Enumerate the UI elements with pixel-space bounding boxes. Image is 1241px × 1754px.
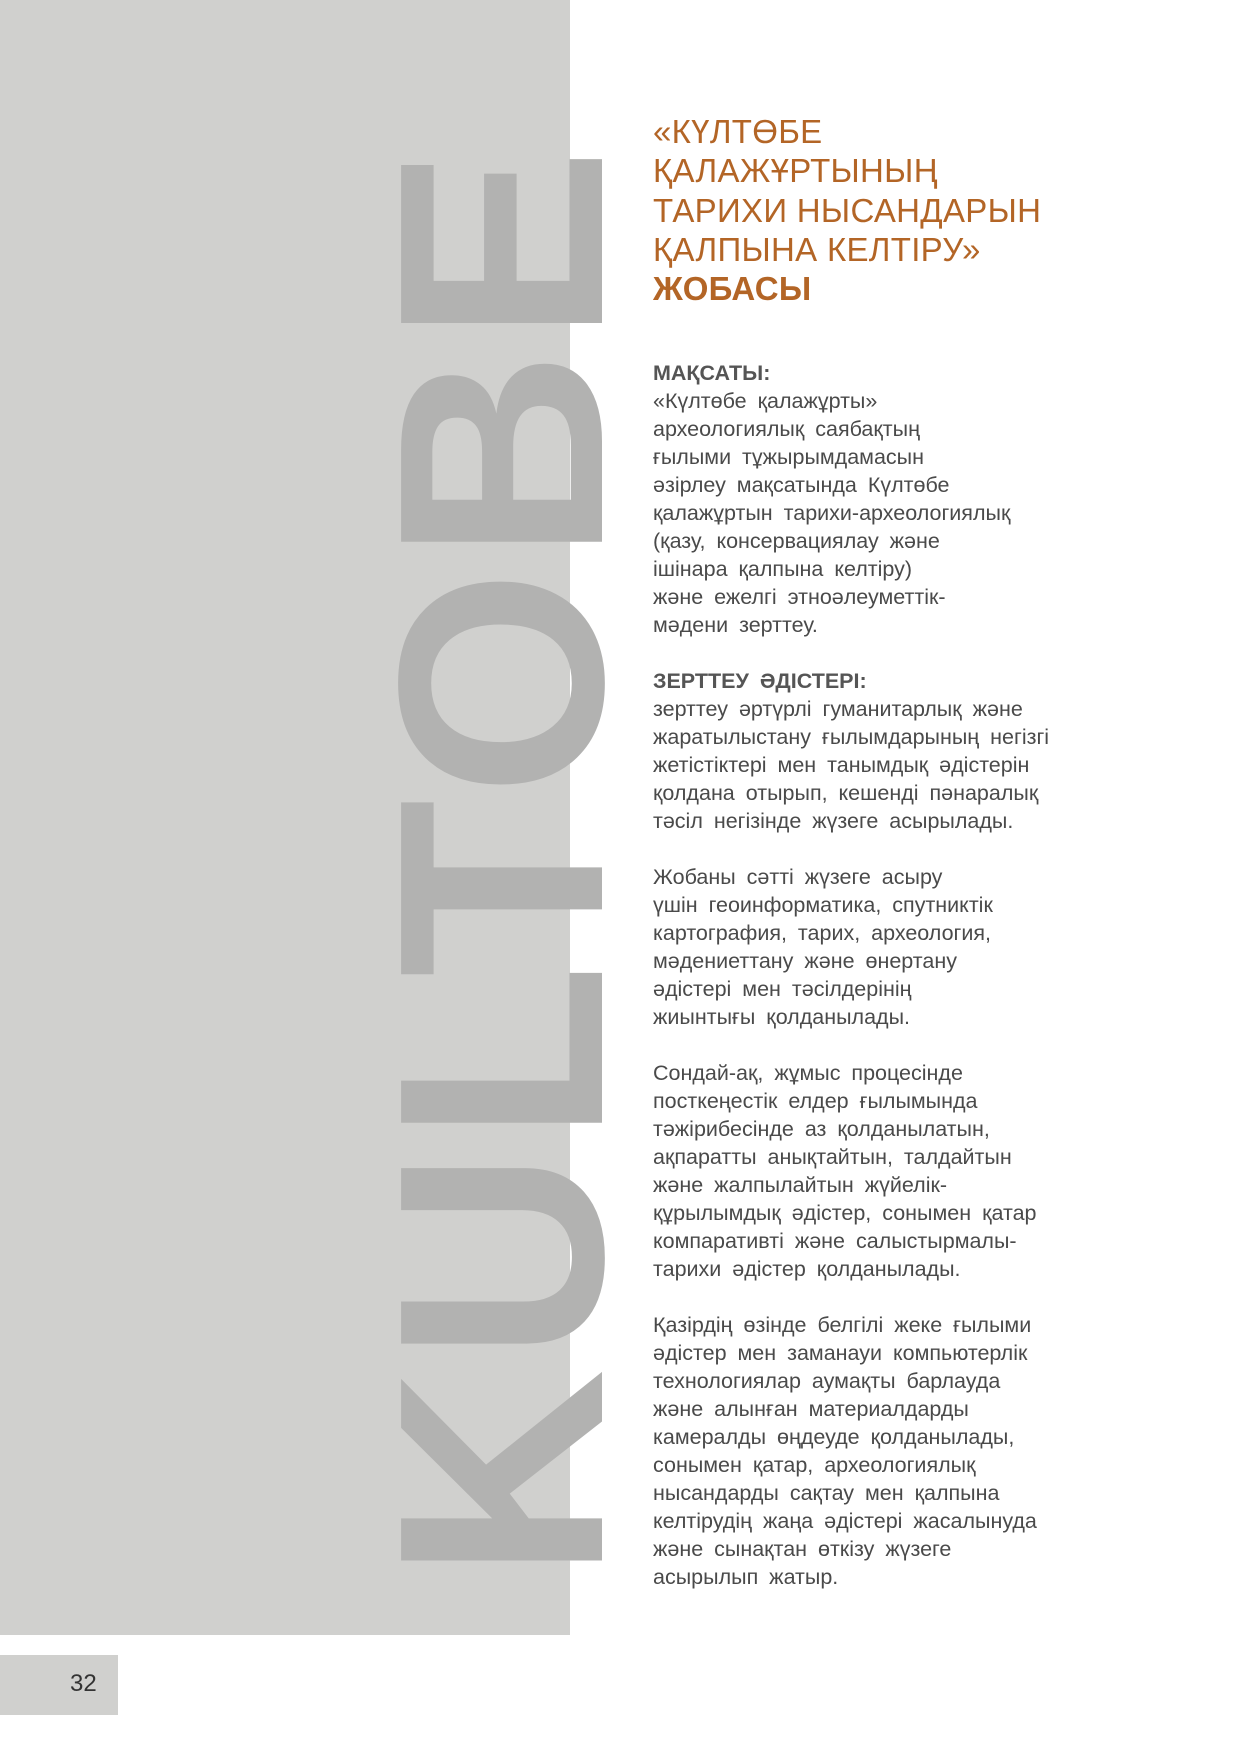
text-line: және жалпылайтын жүйелік- [653,1173,948,1198]
paragraph-3 [653,1311,1133,1591]
text-line: посткеңестік елдер ғылымында [653,1089,978,1114]
text-line: және ежелгі этноәлеуметтік- [653,585,946,610]
title-bold-line: ЖОБАСЫ [653,270,812,308]
text-line: тарихи әдістер қолданылады. [653,1257,961,1282]
purpose-section [653,359,1133,639]
title-line: ТАРИХИ НЫСАНДАРЫН [653,191,1042,229]
text-line: ғылыми тұжырымдамасын [653,445,924,470]
spacer [653,1283,1133,1311]
text-line: компаративті және салыстырмалы- [653,1229,1017,1254]
text-line: қолдана отырып, кешенді пәнаралық [653,781,1039,806]
text-line: сонымен қатар, археологиялық [653,1453,976,1478]
text-line: тәжірибесінде аз қолданылатын, [653,1117,990,1142]
text-line: технологиялар аумақты барлауда [653,1369,1001,1394]
text-line: қалажұртын тарихи-археологиялық [653,501,1011,526]
text-line: жетістіктері мен танымдық әдістерін [653,753,1030,778]
spacer [653,639,1133,667]
text-line: ішінара қалпына келтіру) [653,557,913,582]
text-line: және алынған материалдарды [653,1397,969,1422]
text-line: жиынтығы қолданылады. [653,1005,911,1030]
page-title [653,112,1133,308]
text-line: асырылып жатыр. [653,1565,839,1590]
text-line: камералды өңдеуде қолданылады, [653,1425,1015,1450]
text-line: зерттеу әртүрлі гуманитарлық және [653,697,1023,722]
paragraph-2 [653,1059,1133,1283]
text-line: келтірудің жаңа әдістері жасалынуда [653,1509,1037,1534]
paragraph-1 [653,863,1133,1031]
text-line: нысандарды сақтау мен қалпына [653,1481,1000,1506]
text-line: әзірлеу мақсатында Күлтөбе [653,473,950,498]
text-line: (қазу, консервациялау және [653,529,940,554]
text-line: Қазірдің өзінде белгілі жеке ғылыми [653,1313,1032,1338]
text-line: мәдени зерттеу. [653,613,818,638]
text-line: тәсіл негізінде жүзеге асырылады. [653,809,1014,834]
title-line: ҚАЛАЖҰРТЫНЫҢ [653,152,938,190]
page-number-box [0,1655,118,1715]
methods-heading: ЗЕРТТЕУ ӘДІСТЕРІ: [653,669,867,694]
title-line: ҚАЛПЫНА КЕЛТІРУ» [653,230,981,268]
main-content [653,112,1133,1591]
text-line: құрылымдық әдістер, сонымен қатар [653,1201,1037,1226]
spacer [653,835,1133,863]
text-line: Сондай-ақ, жұмыс процесінде [653,1061,963,1086]
page-number: 32 [70,1670,97,1697]
vertical-side-word: KULTOBE [338,139,664,1580]
purpose-heading: МАҚСАТЫ: [653,361,771,386]
text-line: әдістері мен тәсілдерінің [653,977,912,1002]
text-line: үшін геоинформатика, спутниктік [653,893,993,918]
methods-section [653,667,1133,835]
spacer [653,1031,1133,1059]
text-line: картография, тарих, археология, [653,921,991,946]
text-line: археологиялық саябақтың [653,417,920,442]
text-line: Жобаны сәтті жүзеге асыру [653,865,943,890]
text-line: «Күлтөбе қалажұрты» [653,389,878,414]
text-line: және сынақтан өткізу жүзеге [653,1537,952,1562]
text-line: жаратылыстану ғылымдарының негізгі [653,725,1050,750]
text-line: әдістер мен заманауи компьютерлік [653,1341,1028,1366]
title-line: «КҮЛТӨБЕ [653,113,823,150]
text-line: мәдениеттану және өнертану [653,949,957,974]
text-line: ақпаратты анықтайтын, талдайтын [653,1145,1012,1170]
